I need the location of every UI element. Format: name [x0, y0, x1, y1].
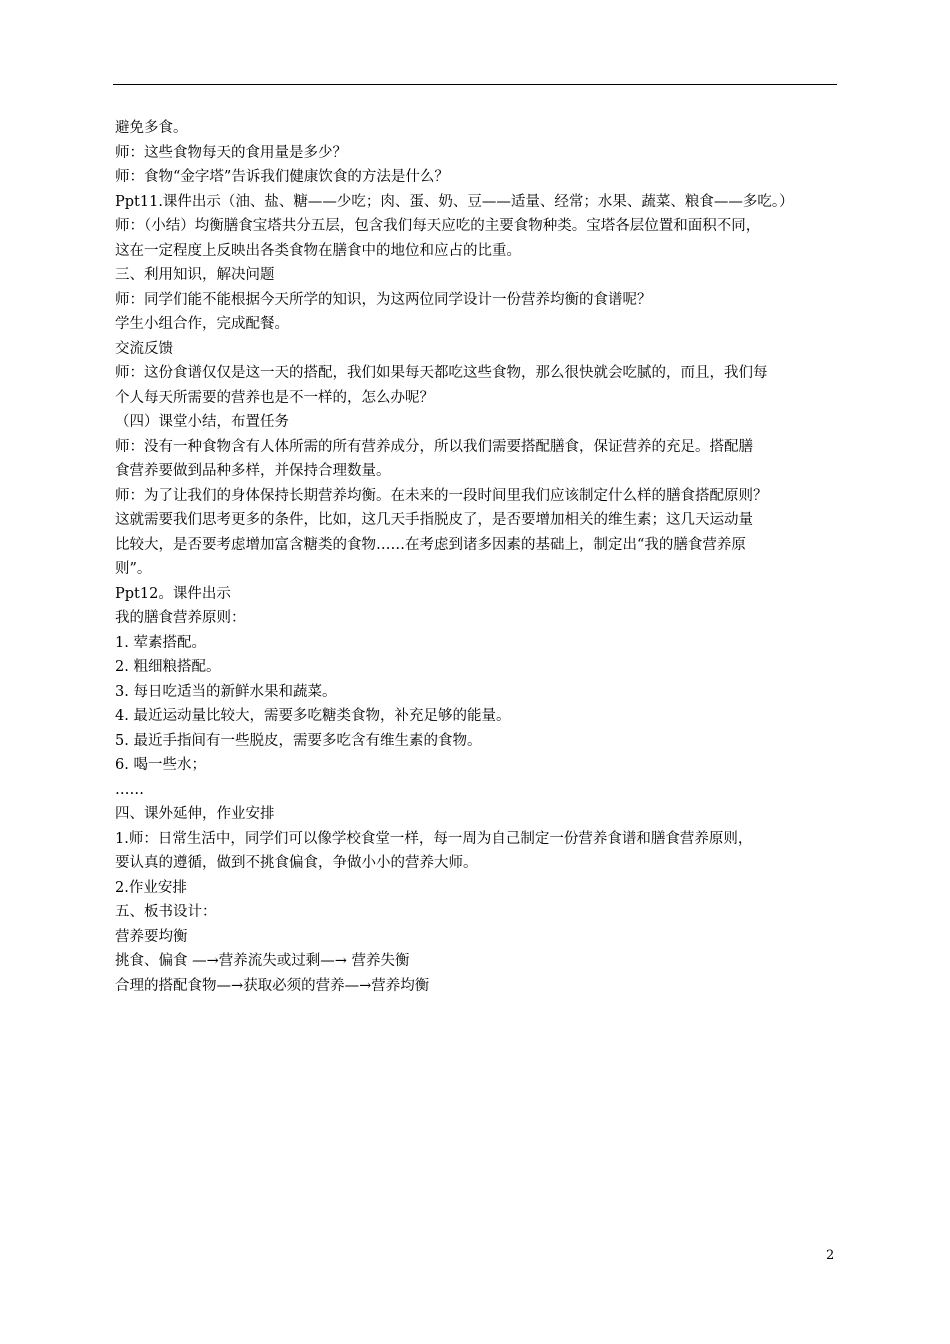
page-number: 2: [826, 1248, 835, 1263]
text-line: 师：这份食谱仅仅是这一天的搭配，我们如果每天都吃这些食物，那么很快就会吃腻的，而且，我们每: [115, 365, 768, 381]
text-line: 比较大，是否要考虑增加富含糖类的食物……在考虑到诸多因素的基础上，制定出“我的膳食营养原: [115, 536, 746, 553]
text-line: 五、板书设计：: [115, 904, 217, 920]
text-line: 3. 每日吃适当的新鲜水果和蔬菜。: [115, 683, 337, 700]
text-line: 6. 喝一些水；: [115, 757, 206, 773]
text-line: 个人每天所需要的营养也是不一样的，怎么办呢？: [115, 389, 434, 406]
document-body: [115, 116, 837, 998]
text-line: 食营养要做到品种多样，并保持合理数量。: [115, 463, 391, 479]
text-line: 则”。: [115, 561, 152, 577]
text-line: 避免多食。: [115, 120, 188, 136]
text-line: 1.师：日常生活中，同学们可以像学校食堂一样，每一周为自己制定一份营养食谱和膳食营养原则，: [115, 830, 753, 847]
text-line: 四、课外延伸，作业安排: [115, 806, 275, 822]
text-line: 挑食、偏食 —→营养流失或过剩—→ 营养失衡: [115, 953, 410, 969]
text-line: 三、利用知识，解决问题: [115, 267, 275, 283]
text-line: 师：食物“金字塔”告诉我们健康饮食的方法是什么？: [115, 169, 449, 185]
text-line: Ppt11.课件出示（油、盐、糖——少吃；肉、蛋、奶、豆——适量、经常；水果、蔬菜、粮食——多吃。）: [115, 193, 794, 210]
text-line: 师：同学们能不能根据今天所学的知识，为这两位同学设计一份营养均衡的食谱呢？: [115, 291, 652, 308]
text-line: 2.作业安排: [115, 879, 187, 896]
text-line: 4. 最近运动量比较大，需要多吃糖类食物，补充足够的能量。: [115, 708, 511, 724]
text-line: 1. 荤素搭配。: [115, 634, 206, 651]
header-rule: [113, 84, 837, 85]
text-line: 2. 粗细粮搭配。: [115, 659, 221, 675]
text-line: 合理的搭配食物—→获取必须的营养—→营养均衡: [115, 977, 430, 994]
text-line: 师：为了让我们的身体保持长期营养均衡。在未来的一段时间里我们应该制定什么样的膳食搭配原则？: [115, 487, 768, 504]
text-line: 交流反馈: [115, 340, 173, 357]
text-line: （四）课堂小结，布置任务: [115, 414, 289, 430]
text-line: 营养要均衡: [115, 928, 188, 945]
text-line: 这在一定程度上反映出各类食物在膳食中的地位和应占的比重。: [115, 242, 521, 259]
text-line: 我的膳食营养原则：: [115, 610, 246, 626]
text-line: 师：这些食物每天的食用量是多少？: [115, 144, 347, 161]
text-line: 这就需要我们思考更多的条件，比如，这几天手指脱皮了，是否要增加相关的维生素；这几天运动量: [115, 512, 753, 528]
text-line: Ppt12。课件出示: [115, 585, 231, 602]
text-line: 5. 最近手指间有一些脱皮，需要多吃含有维生素的食物。: [115, 732, 482, 749]
text-line: 学生小组合作，完成配餐。: [115, 316, 289, 332]
text-line: 师：（小结）均衡膳食宝塔共分五层，包含我们每天应吃的主要食物种类。宝塔各层位置和面积不同，: [115, 218, 761, 234]
text-line: 要认真的遵循，做到不挑食偏食，争做小小的营养大师。: [115, 855, 478, 871]
text-line: ……: [115, 781, 144, 798]
text-line: 师：没有一种食物含有人体所需的所有营养成分，所以我们需要搭配膳食，保证营养的充足。搭配膳: [115, 438, 753, 455]
